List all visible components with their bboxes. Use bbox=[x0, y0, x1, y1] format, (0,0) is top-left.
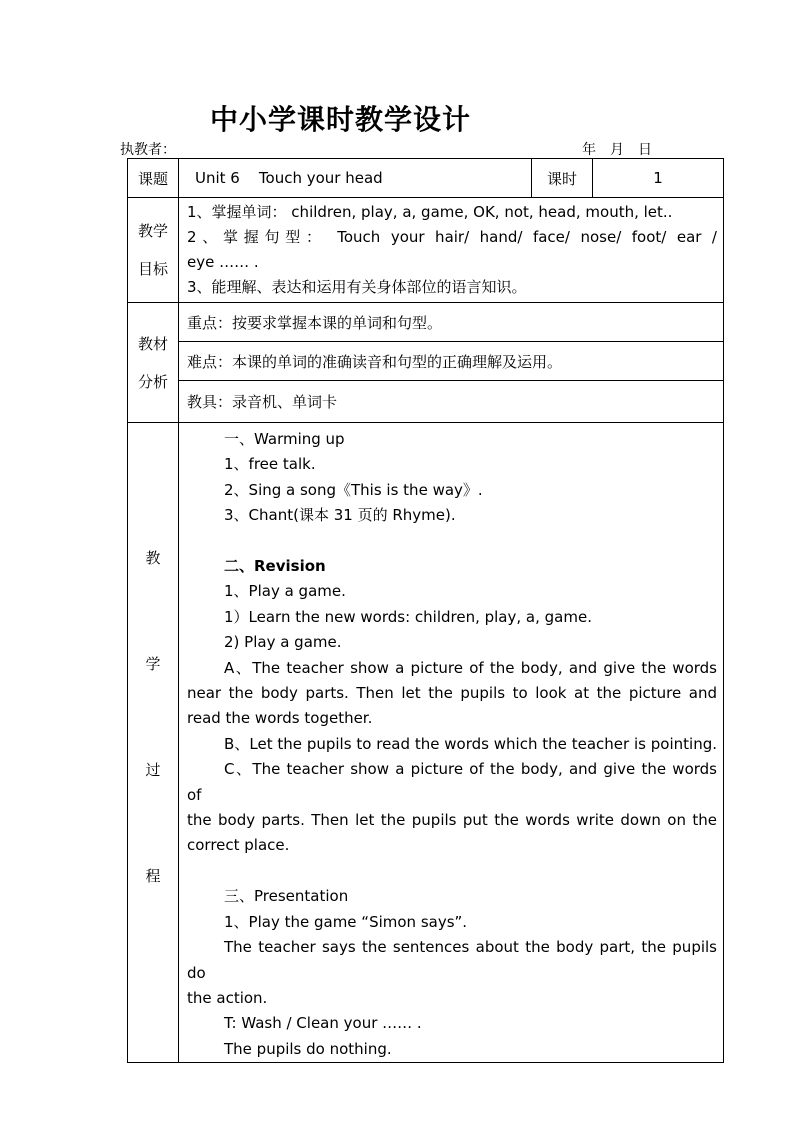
period-label: 课时 bbox=[532, 159, 593, 198]
difficulties: 难点：本课的单词的准确读音和句型的正确理解及运用。 bbox=[179, 342, 724, 381]
goals-label-line-2: 目标 bbox=[137, 260, 168, 278]
goal-item: 3、能理解、表达和运用有关身体部位的语言知识。 bbox=[187, 278, 527, 296]
process-line: correct place. bbox=[187, 836, 290, 855]
page-title: 中小学课时教学设计 bbox=[210, 103, 472, 136]
goal-item: 2、掌握句型： Touch your hair/ hand/ face/ nose/ foot/ ear / bbox=[187, 228, 717, 246]
process-line: C、The teacher show a picture of the body, and give the words of bbox=[187, 760, 717, 804]
process-line: T: Wash / Clean your …… . bbox=[224, 1014, 422, 1033]
process-line: 2) Play a game. bbox=[224, 633, 342, 652]
process-line: 1、Play the game “Simon says”. bbox=[224, 912, 468, 931]
section-heading-presentation: 三、Presentation bbox=[224, 887, 349, 906]
goal-item: 1、掌握单词： children, play, a, game, OK, not, head, mouth, let.. bbox=[187, 203, 673, 221]
blank-line bbox=[187, 529, 717, 554]
process-line: The pupils do nothing. bbox=[224, 1039, 392, 1058]
period-value: 1 bbox=[593, 159, 724, 198]
process-line: 2、Sing a song《This is the way》. bbox=[224, 480, 483, 499]
materials-row-key bbox=[128, 303, 724, 342]
process-label-char: 过 bbox=[145, 761, 161, 779]
blank-line bbox=[187, 859, 717, 884]
process-line: A、The teacher show a picture of the body, and give the words bbox=[224, 658, 717, 677]
section-heading-warming-up: 一、Warming up bbox=[224, 430, 345, 448]
goals-row bbox=[128, 198, 724, 303]
materials-label bbox=[128, 303, 179, 423]
process-line: near the body parts. Then let the pupils to look at the picture and bbox=[187, 684, 717, 703]
section-heading-revision: 二、Revision bbox=[224, 557, 326, 576]
materials-label-line-2: 分析 bbox=[137, 372, 168, 391]
lesson-plan-table bbox=[127, 158, 724, 1063]
teacher-label: 执教者： bbox=[120, 142, 176, 158]
process-line: 1、Play a game. bbox=[224, 582, 346, 601]
goals-content bbox=[179, 198, 724, 303]
process-label-char: 教 bbox=[145, 549, 161, 567]
goal-item: eye …… . bbox=[187, 253, 259, 271]
materials-row-tools bbox=[128, 381, 724, 423]
process-line: B、Let the pupils to read the words which the teacher is pointing. bbox=[224, 734, 717, 753]
date-label: 年 月 日 bbox=[582, 142, 652, 158]
process-row bbox=[128, 423, 724, 1063]
topic-value: Unit 6 Touch your head bbox=[179, 159, 532, 198]
process-label bbox=[128, 423, 179, 1063]
process-line: 1、free talk. bbox=[224, 455, 316, 474]
process-line: 3、Chant(课本 31 页的 Rhyme). bbox=[224, 506, 456, 525]
teaching-tools: 教具：录音机、单词卡 bbox=[179, 381, 724, 423]
key-points: 重点：按要求掌握本课的单词和句型。 bbox=[179, 303, 724, 342]
process-content bbox=[179, 423, 724, 1063]
process-line: the action. bbox=[187, 988, 268, 1007]
process-line: 1）Learn the new words: children, play, a, game. bbox=[224, 607, 592, 626]
process-line: read the words together. bbox=[187, 709, 373, 728]
goals-label bbox=[128, 198, 179, 303]
topic-label: 课题 bbox=[128, 159, 179, 198]
topic-row bbox=[128, 159, 724, 198]
goals-label-line-1: 教学 bbox=[137, 222, 168, 240]
process-label-char: 学 bbox=[145, 655, 161, 673]
process-line: the body parts. Then let the pupils put the words write down on the bbox=[187, 811, 717, 830]
materials-row-difficulties bbox=[128, 342, 724, 381]
process-line: The teacher says the sentences about the body part, the pupils do bbox=[187, 938, 717, 982]
process-label-char: 程 bbox=[145, 867, 161, 885]
materials-label-line-1: 教材 bbox=[137, 334, 168, 353]
